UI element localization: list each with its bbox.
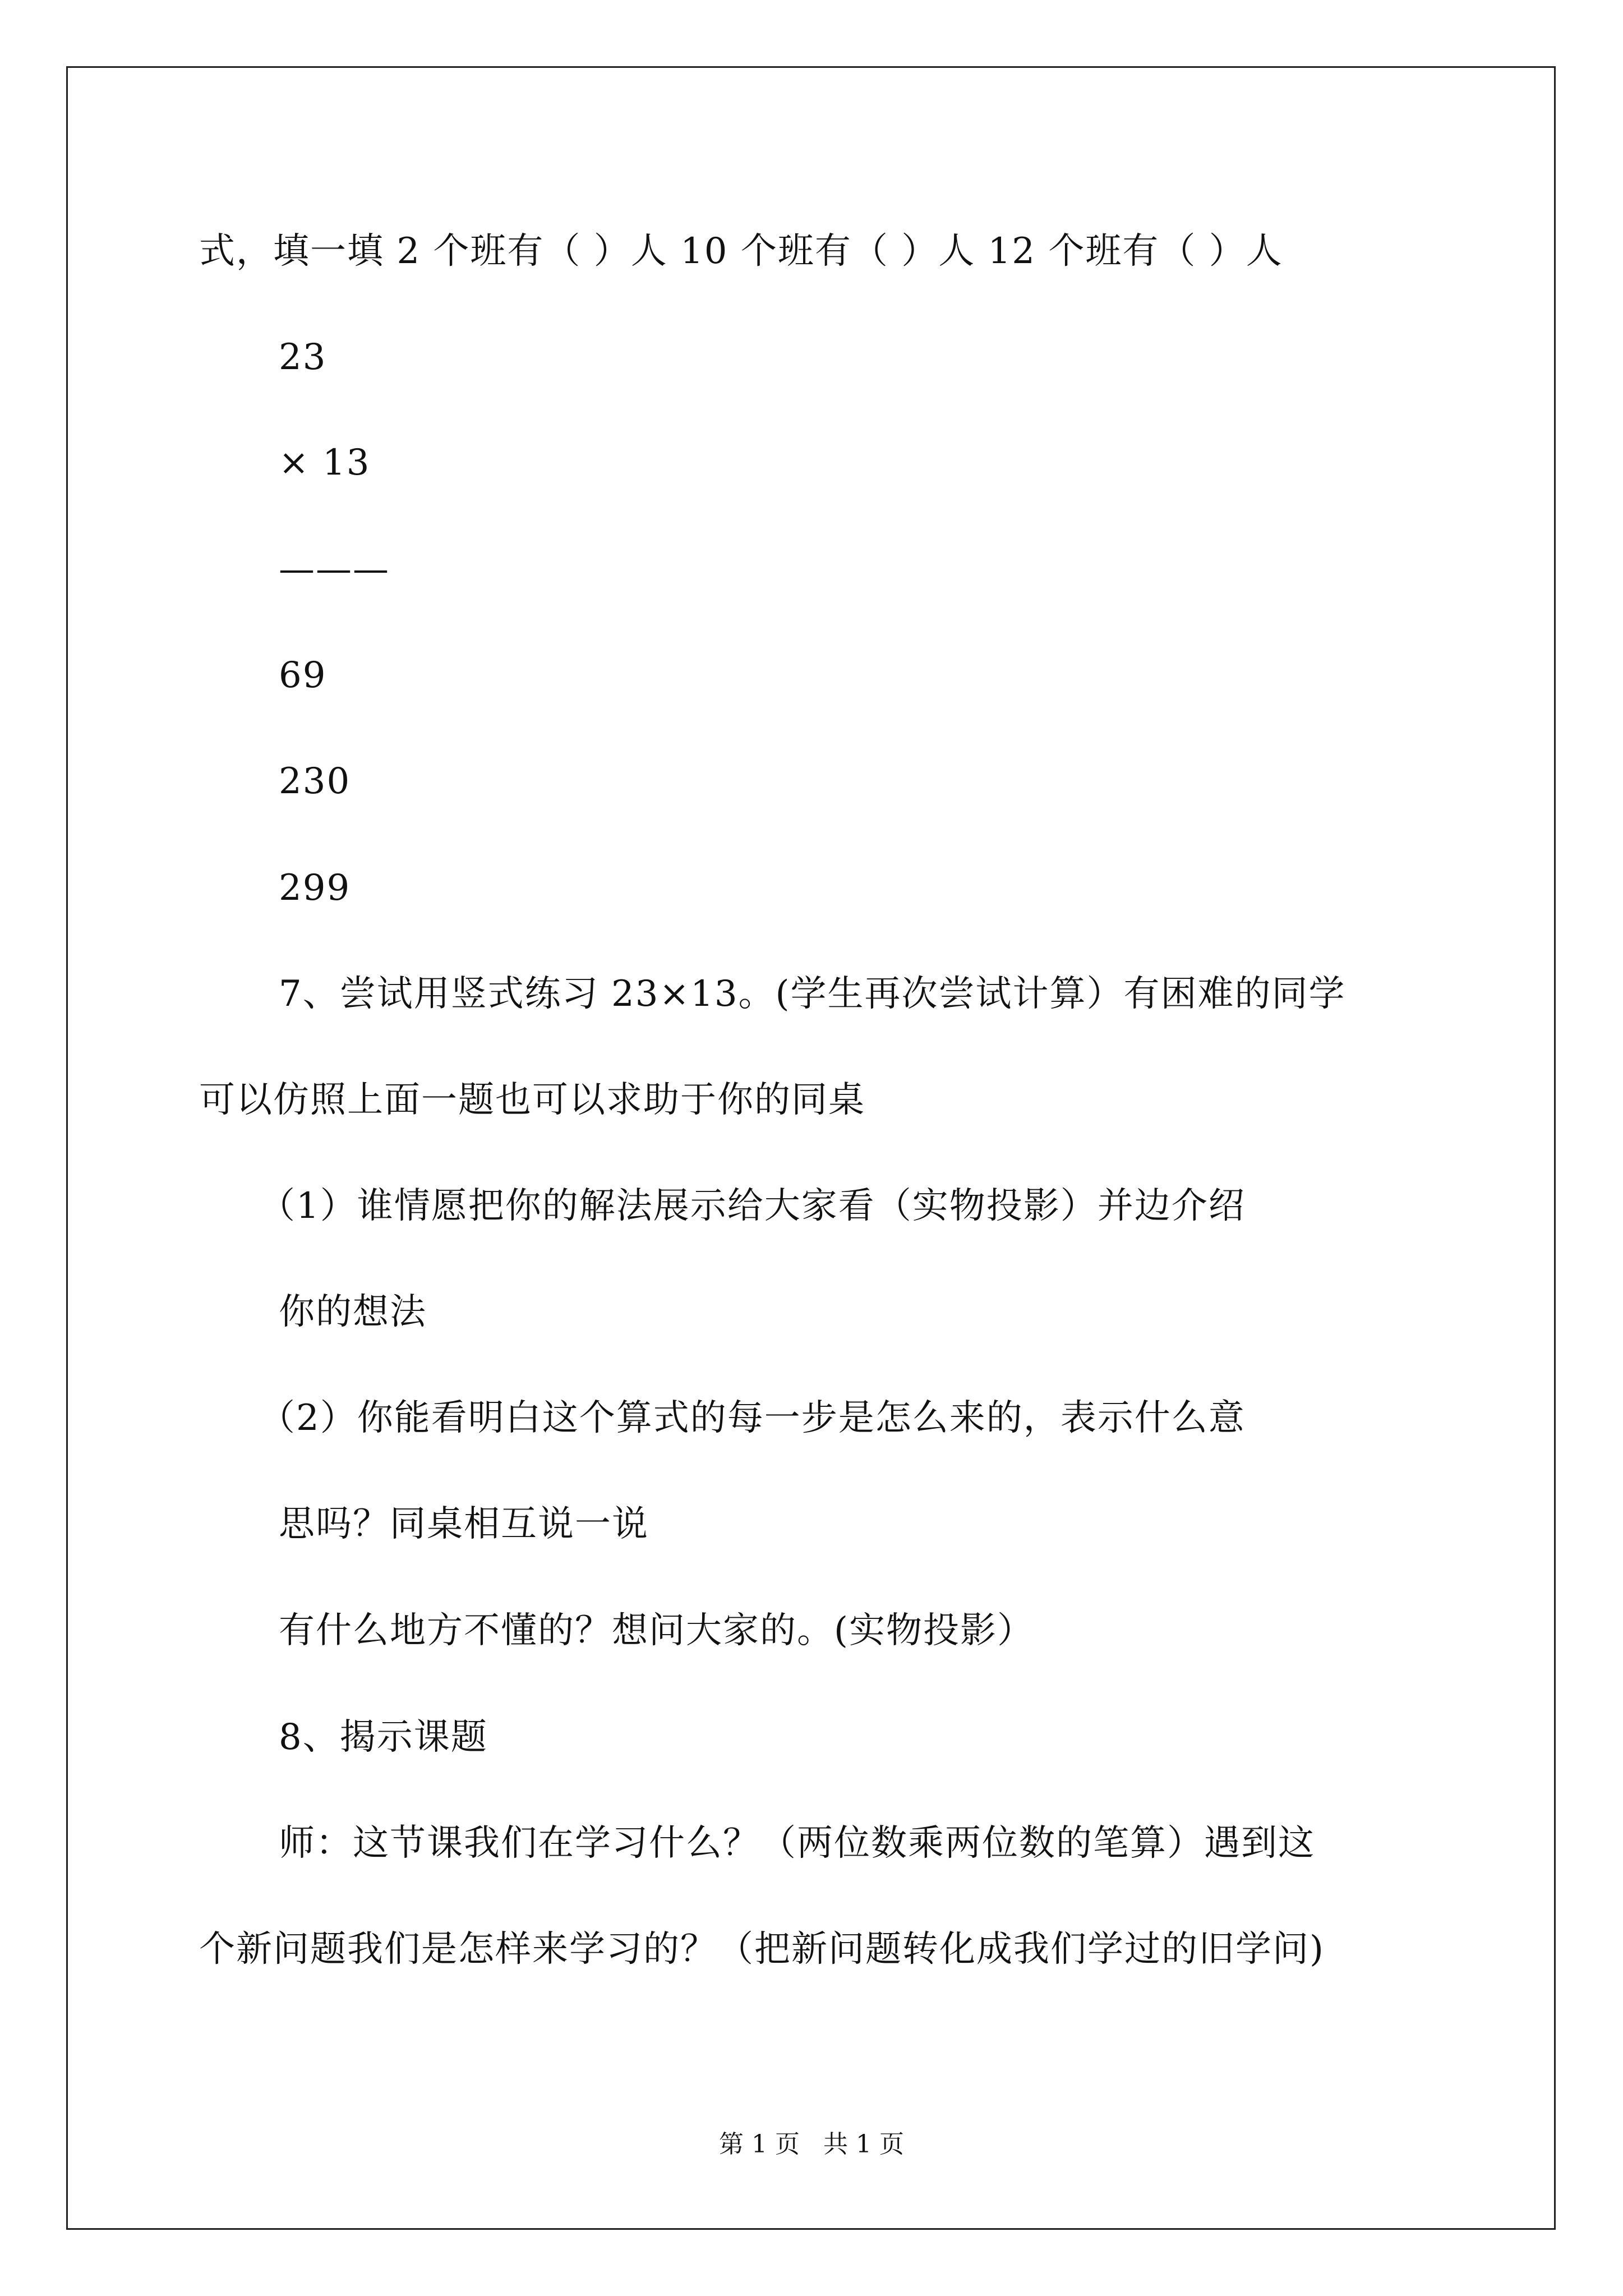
text-line: 有什么地方不懂的？想问大家的。(实物投影）: [279, 1610, 1034, 1651]
text-line: 7、尝试用竖式练习 23×13。(学生再次尝试计算）有困难的同学: [279, 973, 1346, 1015]
text-line: 个新问题我们是怎样来学习的？（把新问题转化成我们学过的旧学问): [199, 1929, 1325, 1970]
vertical-calc-partial-product: 230: [279, 761, 351, 802]
section-heading: 8、揭示课题: [279, 1717, 488, 1758]
vertical-calc-rule: ———: [279, 549, 390, 590]
vertical-calc-multiplicand: 23: [279, 337, 327, 378]
text-line: 式，填一填 2 个班有（ ）人 10 个班有（ ）人 12 个班有（ ）人: [199, 231, 1283, 272]
text-line: （2）你能看明白这个算式的每一步是怎么来的，表示什么意: [259, 1397, 1246, 1439]
text-line: 可以仿照上面一题也可以求助于你的同桌: [199, 1079, 865, 1121]
page-border: [66, 66, 1556, 2230]
text-line: 师：这节课我们在学习什么？（两位数乘两位数的笔算）遇到这: [279, 1823, 1315, 1864]
vertical-calc-result: 299: [279, 867, 351, 909]
text-line: （1）谁情愿把你的解法展示给大家看（实物投影）并边介绍: [259, 1185, 1246, 1227]
text-line: 你的想法: [279, 1291, 427, 1333]
text-line: 思吗？同桌相互说一说: [279, 1503, 649, 1545]
page-footer: 第 1 页 共 1 页: [719, 2130, 904, 2159]
vertical-calc-partial-product: 69: [279, 655, 327, 696]
vertical-calc-multiplier: × 13: [279, 442, 371, 484]
